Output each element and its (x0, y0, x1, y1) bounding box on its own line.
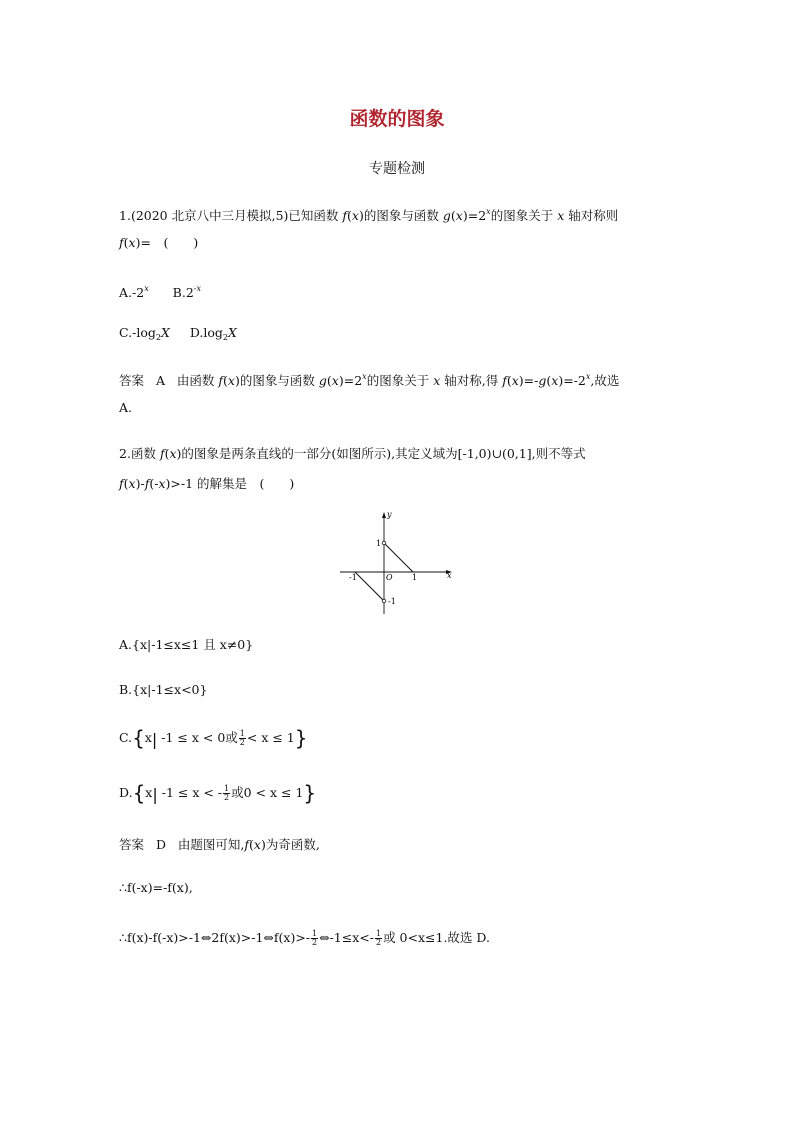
q2-expl-b: 为奇函数, (265, 837, 320, 852)
q2-stem-b: 的图象是两条直线的一部分(如图所示),其定义域为[-1,0)∪(0,1],则不等式 (181, 446, 586, 461)
q1-option-a: A.-2$^x$ (119, 284, 149, 300)
x-axis-label: x (447, 571, 452, 580)
q1-options-cd (119, 325, 237, 346)
open-endpoint-1 (382, 599, 386, 603)
q1-option-c: $C.-\log_2X$ (119, 325, 170, 342)
y-tick-1: 1 (376, 539, 382, 548)
q1-answer-label: 答案 (119, 373, 145, 388)
q2-option-c: C.{x| -1 ≤ x < 0或 $\frac{1}{2}$ < x ≤ 1} (119, 726, 308, 750)
q1-option-d: $D.\log_2X$ (189, 325, 237, 342)
q1-expl-d: 轴对称,得 (444, 373, 499, 388)
q1-answer-line1: 答案 A 由函数 f(x)的图象与函数 $g(x)=2^x$的图象关于 x 轴对称,得 $f(x)=-g(x)=-2^x$,故选 (119, 372, 620, 388)
q1-answer-key: A (155, 373, 165, 388)
q2-expl-a: 由题图可知, (177, 837, 245, 852)
q1-stem-d: 的图象关于 (490, 208, 554, 223)
function-graph (338, 508, 458, 618)
q1-option-b: $B.2^{-x}$ (172, 284, 202, 300)
q1-stem-a: (2020 北京八中三月模拟,5)已知函数 (130, 208, 339, 223)
q1-stem-e: 轴对称则 (568, 208, 619, 223)
y-axis-arrow (382, 512, 386, 518)
q2-stem2: >-1 的解集是 ( ) (170, 476, 295, 491)
page-title: 函数的图象 (349, 108, 445, 130)
open-endpoint-2 (382, 541, 386, 545)
q1-expl-a: 由函数 (176, 373, 215, 388)
q2-stem-a: 函数 (130, 446, 156, 461)
q2-answer-line3: ∴f(x)-f(-x)>-1⇔2f(x)>-1⇔f(x)>- $\frac{1}{2}$ ⇔-1≤x<- $\frac{1}{2}$ 或 0<x≤1.故选 D. (119, 929, 490, 947)
q2-answer-line2: ∴f(-x)=-f(x), (119, 880, 193, 895)
q2-option-d: D.{x| -1 ≤ x < - $\frac{1}{2}$ 或0 < x ≤ 1} (119, 781, 317, 805)
q1-expl-g: =2 (343, 373, 363, 388)
origin-label: O (386, 573, 393, 582)
q1-stem-c: =2 (467, 208, 487, 223)
q2-answer-line1: 答案 D 由题图可知,f(x)为奇函数, (119, 837, 320, 852)
graph-segment-1 (355, 572, 384, 601)
y-tick-neg1: -1 (388, 597, 396, 606)
q2-option-a: A.{x|-1≤x≤1 且 x≠0} (119, 637, 254, 652)
q1-answer-line2 (119, 400, 132, 416)
graph-segment-2 (384, 543, 413, 572)
section-subtitle: 专题检测 (369, 161, 425, 177)
y-axis-label: y (387, 510, 392, 519)
q2-answer-key: D (155, 837, 166, 852)
x-tick-1: 1 (412, 573, 418, 582)
q1-number: 1. (119, 208, 131, 223)
q1-stem-b: 的图象与函数 (363, 208, 439, 223)
q1-stem2: = ( ) (140, 235, 199, 250)
q2-stem-line1: 2.函数 f(x)的图象是两条直线的一部分(如图所示),其定义域为[-1,0)∪(0,1],则不等式 (119, 446, 586, 461)
q2-option-b: B.{x|-1≤x<0} (119, 682, 208, 697)
q2-answer-label: 答案 (119, 837, 145, 852)
q1-stem-line1: 1.(2020 北京八中三月模拟,5)已知函数 f(x)的图象与函数 $g(x)=2^x$的图象关于 x 轴对称则 (119, 207, 619, 223)
q1-options-ab (119, 281, 201, 301)
q2-number: 2. (119, 446, 131, 461)
q2-stem-line2: f(x)-f(-x)>-1 的解集是 ( ) (119, 476, 295, 491)
q1-expl-b: 的图象与函数 (239, 373, 315, 388)
q1-expl-e: =-2 (563, 373, 586, 388)
q1-stem-line2: f(x)= ( ) (119, 235, 199, 250)
q1-expl-2: A. (119, 400, 133, 415)
q1-expl-c: 的图象关于 (366, 373, 430, 388)
x-tick-neg1: -1 (349, 573, 357, 582)
q1-expl-f: ,故选 (590, 373, 620, 388)
